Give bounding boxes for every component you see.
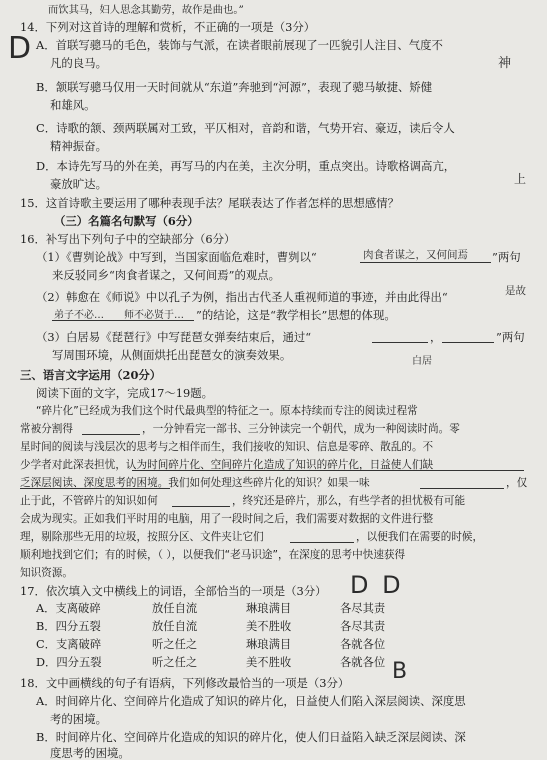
q16-item3-line1b: ”两句 — [496, 330, 525, 344]
q18-stem: 18．文中画横线的句子有语病，下列修改最恰当的一项是（3分） — [20, 676, 350, 690]
q16-item1-line1b: ”两句 — [492, 250, 521, 264]
q18-option-b-line1: B．时间碎片化、空间碎片化造成的知识的碎片化，使人们日益陷入缺乏深层阅读、深 — [36, 730, 466, 744]
section-header-dictation: （三）名篇名句默写（6分） — [54, 214, 199, 228]
passage-line-2a: 常被分割得 — [20, 423, 73, 435]
q18-option-a-line1: A．时间碎片化、空间碎片化造成了知识的碎片化，日益使人们陷入深层阅读、深度思 — [36, 694, 466, 708]
passage-underline-sentence-a — [132, 470, 524, 471]
q18-option-b-line2: 度思考的困境。 — [50, 746, 130, 760]
q16-item3-line1a: （3）白居易《琵琶行》中写琵琶女弹奏结束后，通过“ — [36, 330, 312, 344]
q16-item3-line2: 写周围环境，从侧面烘托出琵琶女的演奏效果。 — [52, 348, 292, 362]
passage-line-4: 少学者对此深表担忧，认为时间碎片化、空间碎片化造成了知识的碎片化，日益使人们缺 — [20, 459, 434, 471]
q17-option-a-word2: 放任自流 — [152, 602, 198, 615]
passage-line-1: “碎片化”已经成为我们这个时代最典型的特征之一。原本持续而专注的阅读过程常 — [36, 405, 418, 417]
answer-blank-q16-3b — [442, 342, 494, 343]
q16-item2-line2: ”的结论，这是“教学相长”思想的体现。 — [196, 308, 396, 322]
passage-line-2b: ，一分钟看完一部书、三分钟读完一个朝代，成为一种阅读时尚。零 — [142, 423, 460, 435]
q17-option-a-word1: A．支离破碎 — [36, 602, 101, 615]
answer-blank-q16-3a — [372, 342, 428, 343]
handwritten-mark-q14: 上 — [514, 172, 527, 186]
section-header-language: 三、语言文字运用（20分） — [20, 368, 162, 382]
q17-stem: 17．依次填入文中横线上的词语，全部恰当的一项是（3分） — [20, 584, 327, 598]
q17-option-d-word1: D．四分五裂 — [36, 656, 102, 669]
passage-blank-2 — [420, 488, 504, 489]
q17-option-a-word4: 各尽其责 — [340, 602, 386, 615]
passage-line-6a: 止于此，不管碎片的知识如何 — [20, 495, 158, 507]
handwritten-answer-q16-2a: 是故 — [505, 285, 526, 297]
q14-option-c-line2: 精神振奋。 — [50, 139, 107, 153]
passage-line-10: 知识资源。 — [20, 567, 73, 579]
passage-line-7: 会成为现实。正如我们平时用的电脑，用了一段时间之后，我们需要对数据的文件进行整 — [20, 513, 434, 525]
q16-item3-comma: ， — [430, 330, 442, 344]
passage-line-8b: ，以便我们在需要的时候， — [356, 531, 484, 543]
q14-option-b-line2: 和雄风。 — [50, 98, 96, 112]
q14-option-b-line1: B．颔联写骢马仅用一天时间就从“东道”奔驰到“河源”，表现了骢马敏捷、矫健 — [36, 80, 433, 94]
handwritten-answer-q16-1: 肉食者谋之，又何间焉 — [363, 249, 468, 261]
q17-option-c-word2: 听之任之 — [152, 638, 198, 651]
q17-option-a-word3: 琳琅满目 — [246, 602, 292, 615]
passage-underline-sentence-b — [20, 488, 170, 489]
q17-option-d-word3: 美不胜收 — [246, 656, 292, 669]
q18-option-a-line2: 考的困境。 — [50, 712, 107, 726]
q16-item2-line1: （2）韩愈在《师说》中以孔子为例，指出古代圣人重视师道的事迹，并由此得出“ — [36, 290, 448, 304]
answer-blank-q16-1 — [360, 262, 491, 263]
passage-line-5a: 乏深层阅读、深度思考的困境。我们如何处理这些碎片化的知识？如果一味 — [20, 477, 370, 489]
q17-option-d-word2: 听之任之 — [152, 656, 198, 669]
q14-stem: 14．下列对这首诗的理解和赏析，不正确的一项是（3分） — [20, 20, 316, 34]
answer-blank-q16-2 — [52, 320, 194, 321]
reading-instruction: 阅读下面的文字，完成17～19题。 — [36, 386, 214, 400]
q17-option-d-word4: 各就各位 — [340, 656, 386, 669]
q17-option-c-word4: 各就各位 — [340, 638, 386, 651]
handwritten-answer-q16-2b: 弟子不必… — [54, 310, 104, 321]
passage-line-5b: ，仅 — [506, 477, 528, 489]
passage-line-8a: 理，剔除那些无用的垃圾，按照分区、文件夹让它们 — [20, 531, 264, 543]
handwritten-answer-q16-2c: 师不必贤于… — [124, 310, 184, 321]
q16-item1-line1a: （1）《曹刿论战》中写到，当国家面临危难时，曹刿以“ — [36, 250, 317, 264]
passage-line-6b: ，终究还是碎片，那么，有些学者的担忧极有可能 — [232, 495, 466, 507]
q14-option-a-line2: 凡的良马。 — [50, 56, 107, 70]
q17-option-b-word1: B．四分五裂 — [36, 620, 101, 633]
q17-option-b-word4: 各尽其责 — [340, 620, 386, 633]
q14-option-d-line2: 豪放旷达。 — [50, 177, 107, 191]
q17-option-b-word3: 美不胜收 — [246, 620, 292, 633]
q15-stem: 15．这首诗歌主要运用了哪种表现手法？尾联表达了作者怎样的思想感情？ — [20, 196, 399, 210]
passage-line-9: 顺利地找到它们；有的时候，（ ），以便我们“老马识途”，在深度的思考中快速获得 — [20, 549, 406, 561]
q17-option-c-word1: C．支离破碎 — [36, 638, 102, 651]
q16-item1-line2: 来反驳同乡“肉食者谋之，又何间焉”的观点。 — [52, 268, 281, 282]
q14-option-a-line1: A．首联写骢马的毛色，装饰与气派，在读者眼前展现了一匹貌引人注目、气度不 — [36, 38, 443, 52]
passage-blank-1 — [82, 434, 140, 435]
passage-blank-4 — [290, 542, 354, 543]
handwritten-answer-q14: D — [8, 31, 32, 66]
q14-option-c-line1: C．诗歌的颔、颈两联属对工致，平仄相对，音韵和谐，气势开宕、豪迈，读后令人 — [36, 121, 455, 135]
q14-option-d-line1: D．本诗先写马的外在美，再写马的内在美，主次分明，重点突出。诗歌格调高亢， — [36, 159, 456, 173]
q17-option-b-word2: 放任自流 — [152, 620, 198, 633]
handwritten-answer-q18: B — [392, 659, 408, 684]
q17-option-c-word3: 琳琅满目 — [246, 638, 292, 651]
passage-blank-3 — [172, 506, 230, 507]
handwritten-note-q14: 神 — [498, 56, 512, 71]
passage-line-3: 星时间的阅读与浅层次的思考与之相伴而生，我们接收的知识、信息是零碎、散乱的。不 — [20, 441, 434, 453]
handwritten-note-q16-3: 白居 — [412, 356, 432, 367]
handwritten-answer-q17: D D — [350, 571, 404, 599]
q16-stem: 16．补写出下列句子中的空缺部分（6分） — [20, 232, 236, 246]
top-fragment: 而饮其马，妇人思念其勤劳，故作是曲也。” — [48, 4, 244, 16]
